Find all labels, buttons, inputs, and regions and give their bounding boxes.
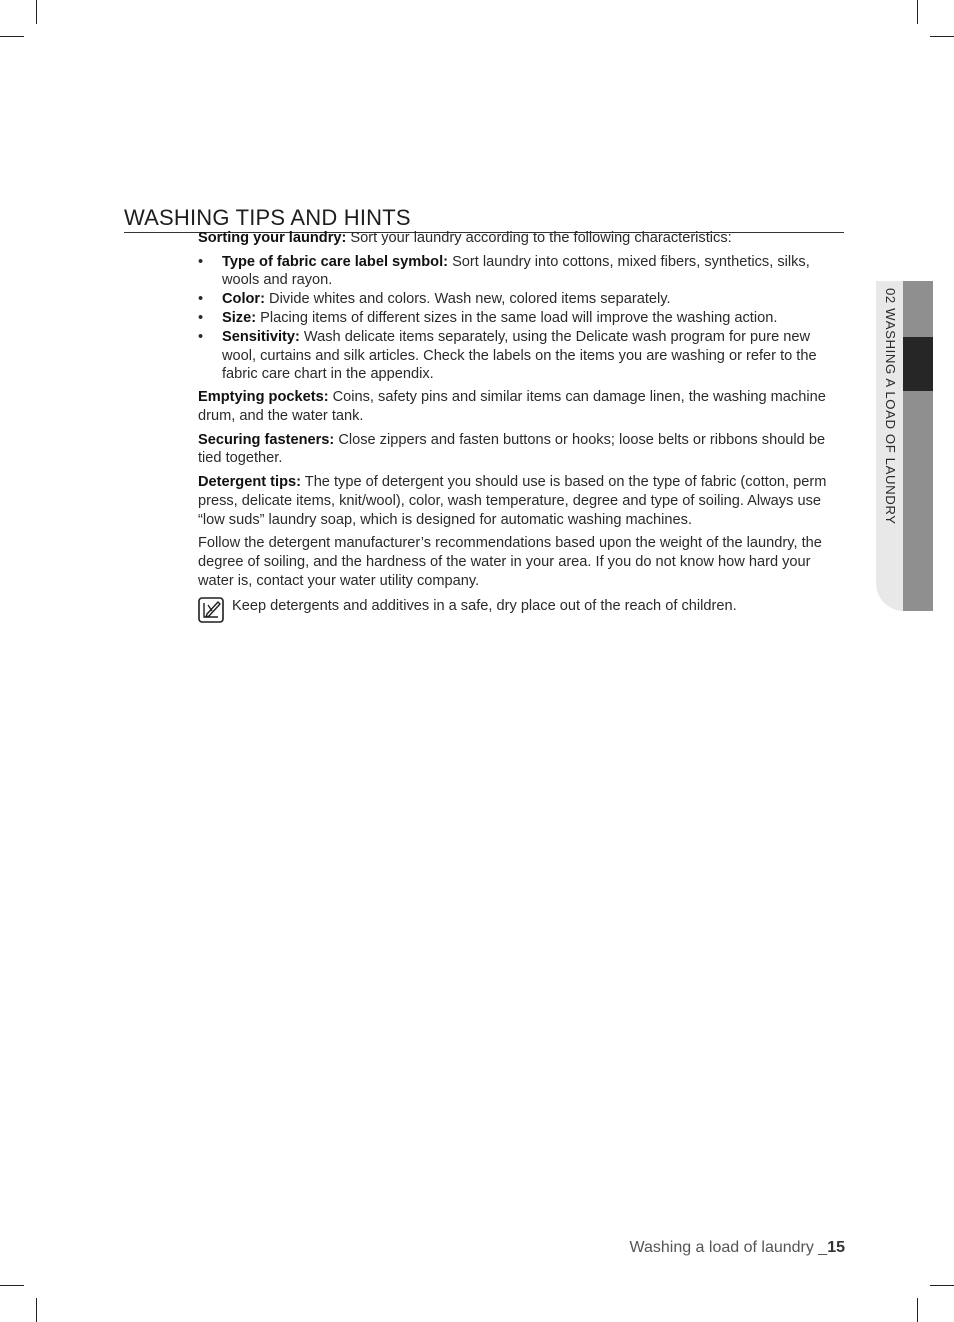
footer-text: Washing a load of laundry _	[629, 1239, 828, 1256]
sorting-paragraph	[198, 229, 846, 248]
crop-mark	[0, 1285, 24, 1286]
side-tab-marker	[903, 337, 933, 391]
pockets-label: Emptying pockets:	[198, 389, 329, 406]
list-item	[198, 253, 846, 291]
fasteners-label: Securing fasteners:	[198, 431, 335, 448]
item-label: Sensitivity:	[222, 328, 300, 345]
crop-mark	[917, 0, 918, 24]
item-label: Type of fabric care label symbol:	[222, 253, 449, 270]
note	[198, 597, 846, 623]
crop-mark	[930, 1285, 954, 1286]
sorting-label: Sorting your laundry:	[198, 230, 347, 246]
side-tab-label: 02 WASHING A LOAD OF LAUNDRY	[883, 288, 898, 525]
section-title: WASHING TIPS AND HINTS	[124, 205, 844, 233]
crop-mark	[36, 0, 37, 24]
item-label: Size:	[222, 309, 257, 326]
pockets-text: Coins, safety pins and similar items can damage linen, the washing machine drum, and the water tank.	[198, 389, 826, 424]
detergent-paragraph	[198, 473, 846, 529]
detergent-label: Detergent tips:	[198, 473, 301, 490]
item-label: Color:	[222, 291, 265, 308]
detergent-text: The type of detergent you should use is based on the type of fabric (cotton, perm press, delicate items, knit/wool), color, wash temperature, degree and type of soiling. Always use “low suds” laundry soap, which is designed for automatic washing machines.	[198, 473, 827, 528]
item-text: Wash delicate items separately, using the Delicate wash program for pure new wool, curtains and silk articles. Check the labels on the items you are washing or refer to the fabric care chart in the appendix.	[222, 328, 817, 383]
follow-paragraph: Follow the detergent manufacturer’s recommendations based upon the weight of the laundry, the degree of soiling, and the hardness of the water in your area. If you do not know how hard your water is, contact your water utility company.	[198, 535, 822, 589]
crop-mark	[0, 36, 24, 37]
page-number: 15	[827, 1239, 845, 1256]
item-text: Divide whites and colors. Wash new, colored items separately.	[264, 291, 671, 308]
section-content	[198, 229, 846, 623]
crop-mark	[930, 36, 954, 37]
page-footer	[629, 1239, 845, 1257]
sorting-list	[198, 253, 846, 385]
note-text: Keep detergents and additives in a safe, dry place out of the reach of children.	[232, 597, 737, 614]
crop-mark	[917, 1298, 918, 1322]
pockets-paragraph	[198, 388, 846, 426]
item-text: Sort laundry into cottons, mixed fibers, synthetics, silks, wools and rayon.	[222, 253, 810, 289]
crop-mark	[36, 1298, 37, 1322]
bullet: •	[198, 291, 204, 308]
bullet: •	[198, 328, 204, 345]
side-tab-bar	[903, 281, 933, 611]
list-item	[198, 328, 846, 384]
bullet: •	[198, 253, 204, 270]
list-item	[198, 309, 846, 328]
bullet: •	[198, 309, 204, 326]
fasteners-text: Close zippers and fasten buttons or hooks; loose belts or ribbons should be tied together.	[198, 431, 826, 467]
note-pencil-icon	[198, 597, 224, 623]
list-item	[198, 290, 846, 309]
sorting-text: Sort your laundry according to the following characteristics:	[346, 230, 732, 246]
item-text: Placing items of different sizes in the same load will improve the washing action.	[256, 309, 778, 326]
fasteners-paragraph	[198, 431, 846, 469]
